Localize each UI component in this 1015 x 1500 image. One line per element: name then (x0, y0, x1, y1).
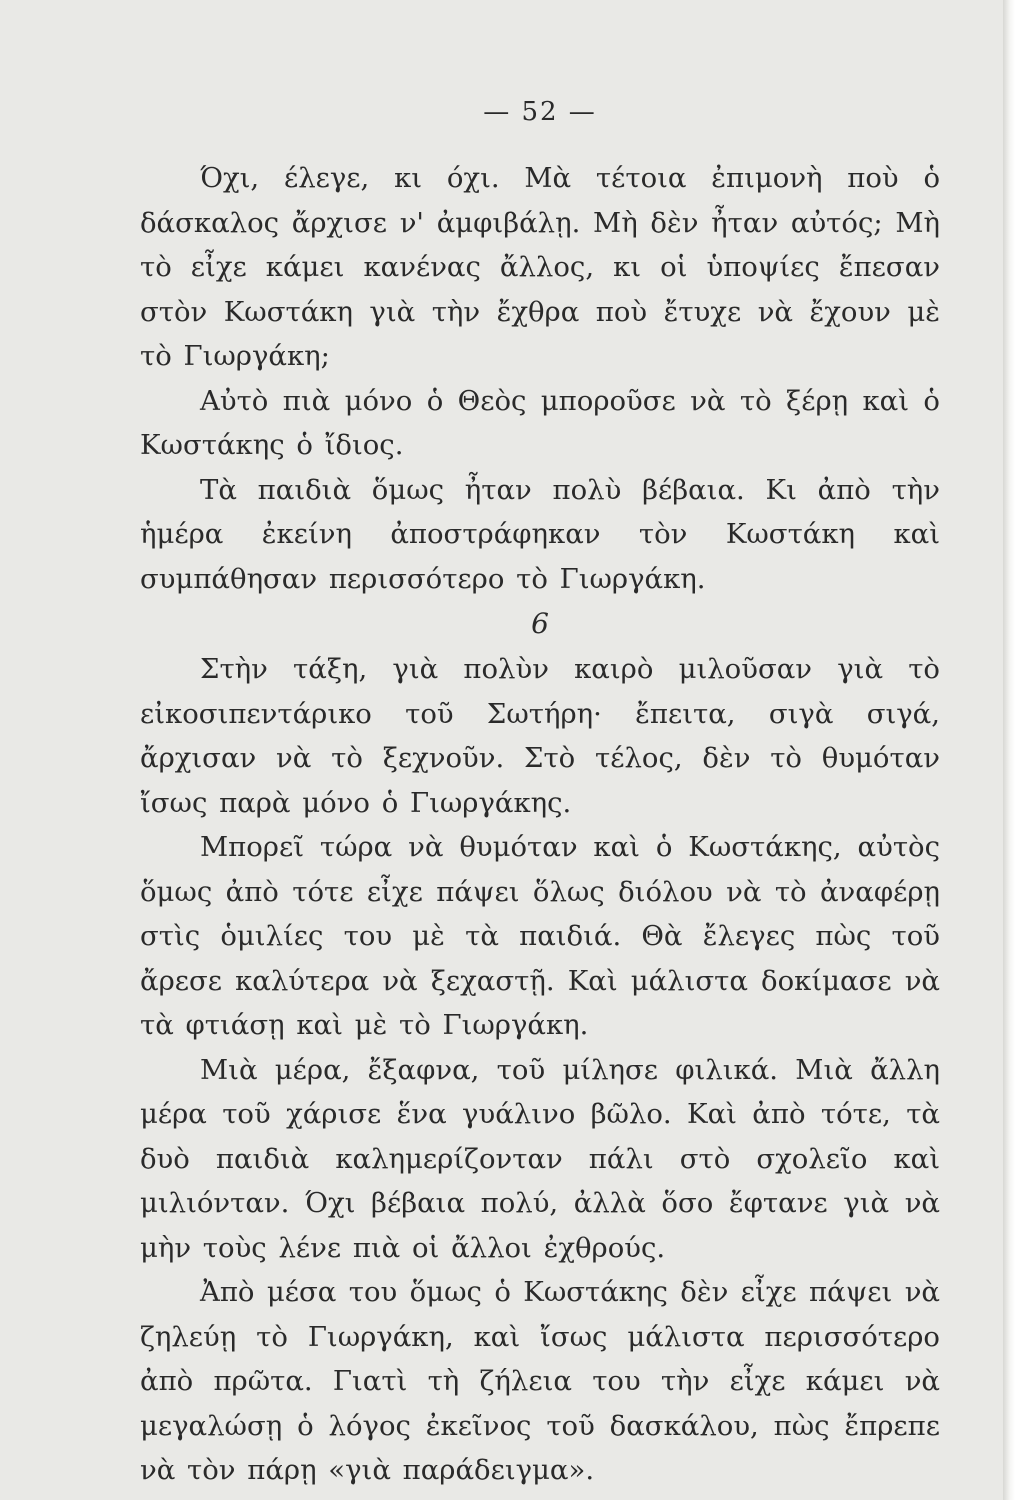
paragraph: Στὴν τάξη, γιὰ πολὺν καιρὸ μιλοῦσαν γιὰ τὸ εἰκοσιπεντάρικο τοῦ Σωτήρη· ἔπειτα, σιγὰ σιγά, ἄρχισαν νὰ τὸ ξεχνοῦν. Στὸ τέλος, δὲν τὸ θυμόταν ἴσως παρὰ μόνο ὁ Γιωργάκης. (140, 653, 940, 819)
page-number: — 52 — (483, 97, 597, 127)
paragraph: Όχι, έλεγε, κι όχι. Μὰ τέτοια ἐπιμονὴ ποὺ ὁ δάσκαλος ἄρχισε ν' ἀμφιβάλῃ. Μὴ δὲν ἦταν αὐτός; Μὴ τὸ εἶχε κάμει κανένας ἄλλος, κι οἱ ὑποψίες ἔπεσαν στὸν Κωστάκη γιὰ τὴν ἔχθρα ποὺ ἔτυχε νὰ ἔχουν μὲ τὸ Γιωργάκη; (140, 162, 940, 372)
paragraph: Ἀπὸ μέσα του ὅμως ὁ Κωστάκης δὲν εἶχε πάψει νὰ ζηλεύῃ τὸ Γιωργάκη, καὶ ἴσως μάλιστα περισσότερο ἀπὸ πρῶτα. Γιατὶ τὴ ζήλεια του τὴν εἶχε κάμει νὰ μεγαλώσῃ ὁ λόγος ἐκεῖνος τοῦ δασκάλου, πὼς ἔπρεπε νὰ τὸν πάρῃ «γιὰ παράδειγμα». (140, 1276, 940, 1486)
paragraph: Αὐτὸ πιὰ μόνο ὁ Θεὸς μποροῦσε νὰ τὸ ξέρῃ καὶ ὁ Κωστάκης ὁ ἴδιος. (140, 384, 940, 461)
paragraph: Τὰ παιδιὰ ὅμως ἦταν πολὺ βέβαια. Κι ἀπὸ τὴν ἡμέρα ἐκείνη ἀποστράφηκαν τὸν Κωστάκη καὶ συμπάθησαν περισσότερο τὸ Γιωργάκη. (140, 473, 940, 595)
paragraph: Μιὰ μέρα, ἔξαφνα, τοῦ μίλησε φιλικά. Μιὰ ἄλλη μέρα τοῦ χάρισε ἕνα γυάλινο βῶλο. Καὶ ἀπὸ τότε, τὰ δυὸ παιδιὰ καλημερίζονταν πάλι στὸ σχολεῖο καὶ μιλιόνταν. Όχι βέβαια πολύ, ἀλλὰ ὅσο ἔφτανε γιὰ νὰ μὴν τοὺς λένε πιὰ οἱ ἄλλοι ἐχθρούς. (140, 1053, 940, 1264)
page-text (140, 88, 940, 1493)
page-edge (1003, 0, 1015, 1500)
paragraph: Μπορεῖ τώρα νὰ θυμόταν καὶ ὁ Κωστάκης, αὐτὸς ὅμως ἀπὸ τότε εἶχε πάψει ὅλως διόλου νὰ τὸ ἀναφέρῃ στὶς ὁμιλίες του μὲ τὰ παιδιά. Θὰ ἔλεγες πὼς τοῦ ἄρεσε καλύτερα νὰ ξεχαστῇ. Καὶ μάλιστα δοκίμασε νὰ τὰ φτιάσῃ καὶ μὲ τὸ Γιωργάκη. (140, 831, 940, 1041)
section-number: 6 (531, 607, 549, 640)
